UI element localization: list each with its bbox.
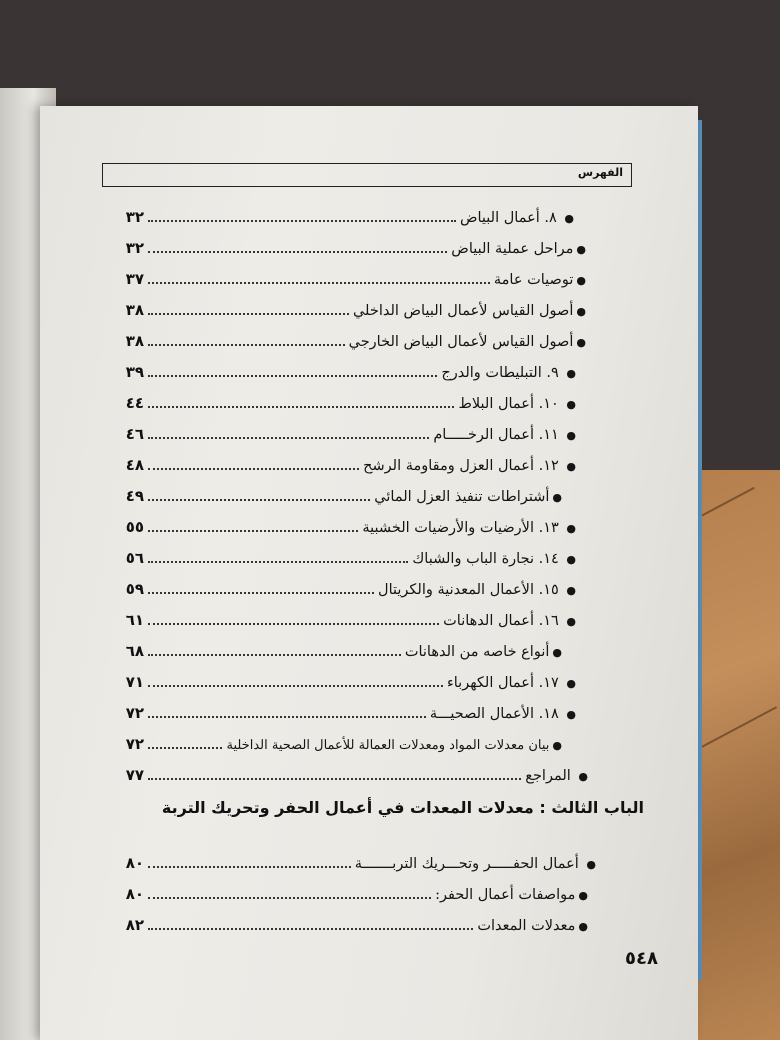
leader-dots	[148, 220, 456, 222]
toc-entry-text: ●مراحل عملية البياض	[451, 241, 586, 257]
toc-entry	[100, 543, 576, 569]
toc-page-number: ٤٩	[125, 487, 144, 505]
leader-dots	[148, 375, 437, 377]
toc-entry	[100, 512, 576, 538]
toc-entry-text: ● ١٧. أعمال الكهرباء	[446, 675, 576, 691]
page-number: ٥٤٨	[625, 948, 658, 969]
toc-entry	[100, 202, 596, 228]
leader-dots	[148, 406, 454, 408]
leader-dots	[148, 313, 349, 315]
index-page	[40, 106, 698, 1040]
toc-entry-text: ●أشتراطات تنفيذ العزل المائي	[374, 489, 562, 505]
toc-entry	[100, 233, 586, 259]
toc-entry-text: ● ١٥. الأعمال المعدنية والكريتال	[378, 582, 576, 598]
leader-dots	[148, 778, 521, 780]
leader-dots	[148, 716, 426, 718]
leader-dots	[148, 251, 447, 253]
toc-entry-text: ●مواصفات أعمال الحفر:	[435, 887, 588, 903]
toc-page-number: ٥٩	[125, 580, 144, 598]
header-title: الفهرس	[577, 166, 623, 179]
toc-page-number: ٨٢	[125, 916, 144, 934]
leader-dots	[148, 685, 443, 687]
toc-entry	[100, 295, 586, 321]
toc-page-number: ٤٨	[125, 456, 144, 474]
toc-page-number: ٣٨	[125, 301, 144, 319]
toc-page-number: ٧٧	[125, 766, 144, 784]
toc-page-number: ٨٠	[125, 854, 144, 872]
toc-entry	[100, 419, 576, 445]
toc-entry	[100, 326, 586, 352]
toc-entry	[100, 388, 576, 414]
toc-page-number: ٦٨	[125, 642, 144, 660]
toc-entry-text: ● ١٠. أعمال البلاط	[458, 396, 576, 412]
leader-dots	[148, 499, 370, 501]
toc-entry-text: ●بيان معدلات المواد ومعدلات العمالة للأعمال الصحية الداخلية	[226, 738, 562, 753]
toc-page-number: ٧١	[125, 673, 144, 691]
toc-entry	[100, 481, 562, 507]
leader-dots	[148, 928, 473, 930]
toc-entry-text: ● ١٤. نجارة الباب والشباك	[412, 551, 576, 567]
toc-entry-text: ● ٩. التبليطات والدرج	[441, 365, 576, 381]
toc-page-number: ٤٦	[125, 425, 144, 443]
toc-entry-text: ● ٨. أعمال البياض	[459, 210, 574, 226]
leader-dots	[148, 437, 429, 439]
toc-entry	[100, 667, 576, 693]
toc-page-number: ٧٢	[125, 704, 144, 722]
leader-dots	[148, 866, 351, 868]
leader-dots	[148, 561, 408, 563]
toc-entry	[100, 450, 576, 476]
toc-entry-text: ● ١٣. الأرضيات والأرضيات الخشبية	[362, 520, 576, 536]
toc-page-number: ٥٦	[125, 549, 144, 567]
toc-entry-text: ●أصول القياس لأعمال البياض الداخلي	[352, 303, 586, 319]
toc-entry-text: ●معدلات المعدات	[477, 918, 588, 934]
toc-page-number: ٣٢	[125, 239, 144, 257]
toc-entry	[100, 910, 588, 936]
leader-dots	[148, 530, 358, 532]
toc-entry-text: ● ١١. أعمال الرخـــــام	[433, 427, 576, 443]
toc-entry	[100, 698, 576, 724]
chapter-label: الباب الثالث :	[539, 798, 644, 817]
toc-entry	[100, 605, 576, 631]
toc-entry-text: ● أعمال الحفـــــر وتحـــريك التربـــــــة	[354, 856, 596, 872]
toc-entry	[100, 879, 588, 905]
toc-entry-text: ● المراجع	[525, 768, 588, 784]
leader-dots	[148, 344, 345, 346]
chapter-heading	[162, 798, 644, 817]
toc-entry	[100, 760, 588, 786]
toc-page-number: ٣٧	[125, 270, 144, 288]
toc-entry-text: ●توصيات عامة	[493, 272, 586, 288]
leader-dots	[148, 747, 222, 749]
running-header	[102, 163, 632, 187]
chapter-title: معدلات المعدات في أعمال الحفر وتحريك التربة	[161, 798, 534, 817]
leader-dots	[148, 623, 439, 625]
toc-entry	[100, 264, 586, 290]
toc-page-number: ٤٤	[125, 394, 144, 412]
toc-entry	[100, 574, 576, 600]
leader-dots	[148, 897, 431, 899]
toc-entry-text: ● ١٦. أعمال الدهانات	[443, 613, 576, 629]
toc-page-number: ٥٥	[125, 518, 144, 536]
toc-page-number: ٨٠	[125, 885, 144, 903]
toc-page-number: ٣٢	[125, 208, 144, 226]
toc-entry	[100, 357, 576, 383]
leader-dots	[148, 468, 359, 470]
toc-page-number: ٣٨	[125, 332, 144, 350]
toc-page-number: ٧٢	[125, 735, 144, 753]
leader-dots	[148, 592, 374, 594]
toc-entry	[100, 848, 596, 874]
toc-page-number: ٦١	[125, 611, 144, 629]
leader-dots	[148, 654, 401, 656]
toc-page-number: ٣٩	[125, 363, 144, 381]
toc-entry-text: ● ١٨. الأعمال الصحيـــة	[429, 706, 576, 722]
leader-dots	[148, 282, 490, 284]
toc-entry-text: ●أنواع خاصه من الدهانات	[404, 644, 562, 660]
toc-entry	[100, 636, 562, 662]
toc-entry	[100, 729, 562, 755]
toc-entry-text: ●أصول القياس لأعمال البياض الخارجي	[348, 334, 586, 350]
toc-entry-text: ● ١٢. أعمال العزل ومقاومة الرشح	[363, 458, 576, 474]
